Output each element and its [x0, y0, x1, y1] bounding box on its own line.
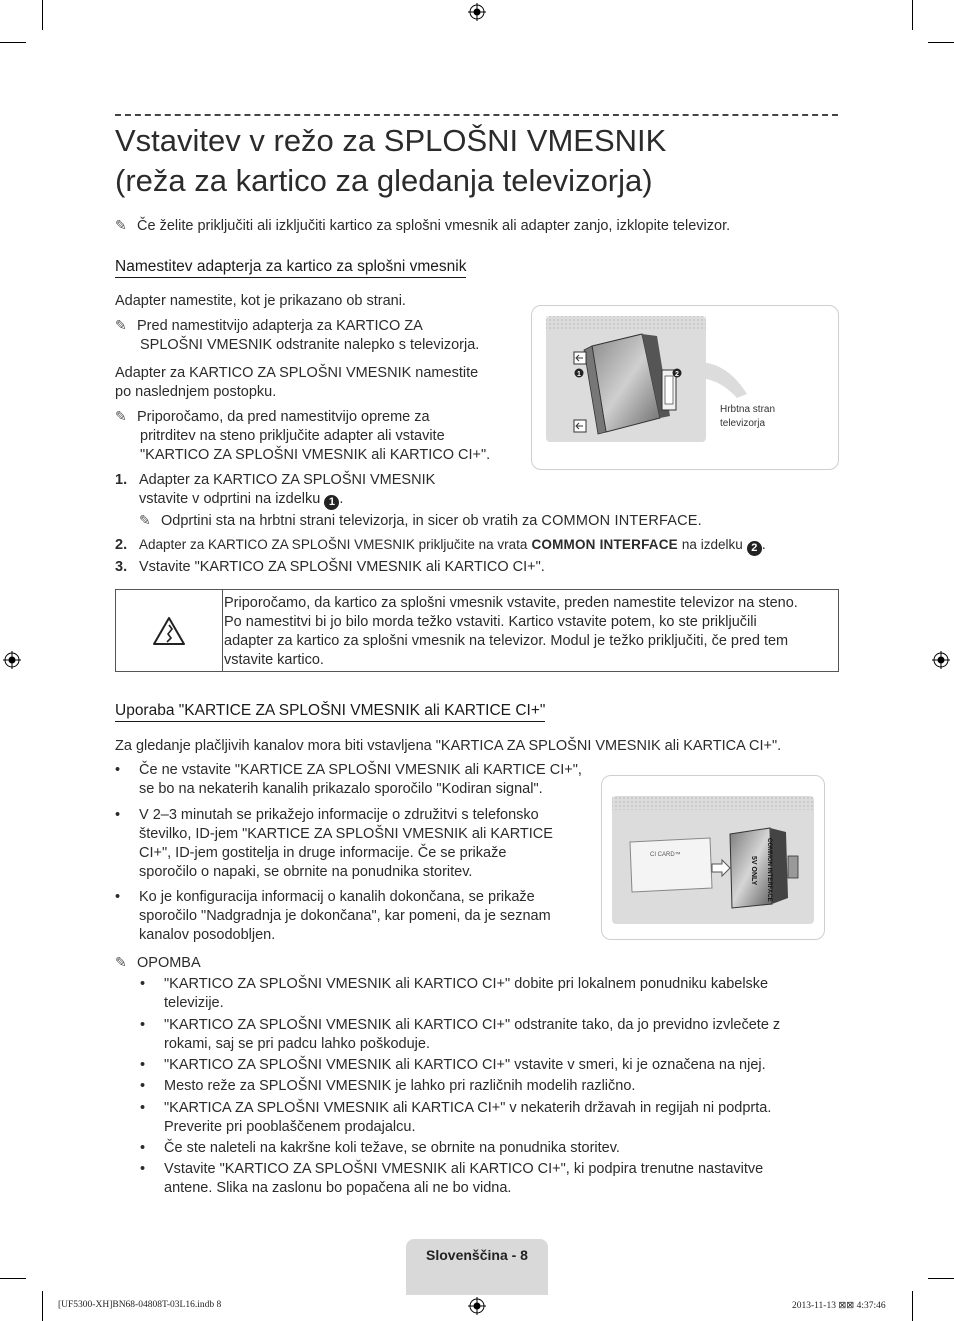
bullet-icon: •: [115, 807, 121, 823]
step-2-post: na izdelku: [681, 537, 743, 552]
title-rule: [115, 114, 838, 116]
n5-line-a: "KARTICA ZA SPLOŠNI VMESNIK ali KARTICA CI+" v nekaterih državah in regijah ni podprta.: [164, 1100, 772, 1116]
common-interface-label: COMMON INTERFACE: [531, 537, 678, 552]
note-title: [115, 953, 201, 973]
b2-line-b: številko, ID-jem "KARTICE ZA SPLOŠNI VMESNIK ali KARTICE: [139, 826, 553, 842]
warning-line-1: Priporočamo, da kartico za splošni vmesnik vstavite, preden namestite televizor na steno.: [224, 595, 798, 611]
crop-mark: [928, 1278, 954, 1279]
marker-1-icon: 1: [324, 495, 339, 510]
bullet-icon: •: [140, 1057, 146, 1073]
marker-2-icon: 2: [747, 541, 762, 556]
step-1-line-a: Adapter za KARTICO ZA SPLOŠNI VMESNIK: [139, 472, 436, 488]
list-item: [140, 1099, 840, 1137]
step-3-number: 3.: [115, 559, 128, 575]
crop-mark: [912, 1291, 913, 1321]
bullet-icon: •: [140, 976, 146, 992]
p2-line-b: po naslednjem postopku.: [115, 384, 277, 400]
list-item: [115, 806, 595, 882]
step-1-number: 1.: [115, 472, 128, 488]
svg-text:2: 2: [675, 371, 679, 378]
intro-note: [115, 216, 845, 236]
bullet-icon: •: [140, 1078, 146, 1094]
list-item: [115, 888, 595, 945]
warning-text: [224, 594, 834, 670]
n5-line-b: Preverite pri pooblaščenem prodajalcu.: [164, 1119, 416, 1135]
ci-card-label: CI CARD™: [650, 852, 681, 858]
n7-line-b: antene. Slika na zaslonu bo popačena ali ne bo vidna.: [164, 1180, 512, 1196]
registration-mark-icon: [468, 3, 486, 21]
section1-note1: [115, 316, 515, 355]
list-item: [140, 1056, 840, 1075]
bullet-icon: •: [140, 1017, 146, 1033]
bullet-icon: •: [140, 1161, 146, 1177]
pencil-icon: ✎: [115, 317, 127, 333]
list-item: [140, 1077, 840, 1096]
ci-card-figure: [601, 775, 825, 940]
page-number-tab: [406, 1239, 548, 1295]
warning-line-3: adapter za kartico za splošni vmesnik na televizor. Modul je težko priključiti, če pred tem: [224, 633, 789, 649]
print-file-info: [UF5300-XH]BN68-04808T-03L16.indb 8: [58, 1300, 222, 1310]
crop-mark: [0, 42, 26, 43]
n6-text: Če ste naleteli na kakršne koli težave, se obrnite na ponudnika storitev.: [164, 1140, 620, 1156]
page-title: [115, 121, 666, 201]
section2-intro: Za gledanje plačljivih kanalov mora biti vstavljena "KARTICA ZA SPLOŠNI VMESNIK ali KARTICA CI+".: [115, 738, 782, 754]
step-2: 2. Adapter za KARTICO ZA SPLOŠNI VMESNIK priključite na vrata COMMON INTERFACE na izdelku 2 .: [115, 537, 766, 554]
page-title-line2: (reža za kartico za gledanja televizorja): [115, 163, 653, 198]
adapter-figure: [531, 305, 839, 470]
svg-text:1: 1: [577, 371, 581, 378]
registration-mark-icon: [3, 651, 21, 669]
step-3: [115, 558, 855, 577]
step-2-text: Adapter za KARTICO ZA SPLOŠNI VMESNIK priključite na vrata: [139, 537, 528, 552]
bullet-icon: •: [140, 1100, 146, 1116]
adapter-illustration: [532, 306, 838, 469]
step-2-number: 2.: [115, 537, 128, 553]
five-volt-label: 5V ONLY: [750, 856, 757, 886]
step-1: 1. Adapter za KARTICO ZA SPLOŠNI VMESNIK vstavite v odprtini na izdelku 1 .: [115, 472, 436, 508]
pencil-icon: ✎: [115, 217, 127, 233]
list-item: [140, 1016, 840, 1054]
bullet-icon: •: [115, 762, 121, 778]
page-label: Slovenščina - 8: [426, 1247, 528, 1263]
section2-heading: Uporaba "KARTICE ZA SPLOŠNI VMESNIK ali KARTICE CI+": [115, 702, 545, 722]
list-item: [140, 1139, 840, 1158]
warning-icon-cell: [116, 590, 223, 671]
registration-mark-icon: [468, 1297, 486, 1315]
b2-line-c: CI+", ID-jem gostitelja in druge informacije. Če se prikaže: [139, 845, 507, 861]
pencil-icon: ✎: [115, 954, 127, 970]
bullet-icon: •: [140, 1140, 146, 1156]
note1-line-a: Pred namestitvijo adapterja za KARTICO ZA: [137, 318, 423, 334]
note2-line-a: Priporočamo, da pred namestitvijo opreme za: [137, 409, 430, 425]
b1-line-a: Če ne vstavite "KARTICE ZA SPLOŠNI VMESNIK ali KARTICE CI+",: [139, 762, 582, 778]
list-item: [115, 761, 595, 799]
section1-heading: Namestitev adapterja za kartico za splošni vmesnik: [115, 258, 466, 278]
crop-mark: [42, 0, 43, 30]
intro-note-text: Če želite priključiti ali izključiti kartico za splošni vmesnik ali adapter zanjo, izklopite televizor.: [137, 218, 731, 234]
section1-note2: [115, 407, 525, 465]
list-item: [140, 975, 840, 1013]
n7-line-a: Vstavite "KARTICO ZA SPLOŠNI VMESNIK ali KARTICO CI+", ki podpira trenutne nastavitve: [164, 1161, 764, 1177]
ci-card-illustration: [602, 776, 824, 939]
n1-line-a: "KARTICO ZA SPLOŠNI VMESNIK ali KARTICO CI+" dobite pri lokalnem ponudniku kabelske: [164, 976, 769, 992]
n2-line-a: "KARTICO ZA SPLOŠNI VMESNIK ali KARTICO CI+" odstranite tako, da jo previdno izvlečete z: [164, 1017, 781, 1033]
page-title-line1: Vstavitev v režo za SPLOŠNI VMESNIK: [115, 123, 667, 158]
step-1-note-text: Odprtini sta na hrbtni strani televizorja, in sicer ob vratih za: [161, 513, 538, 529]
figure-label-line-a: Hrbtna stran: [720, 404, 776, 415]
note2-line-b: pritrditev na steno priključite adapter ali vstavite: [140, 428, 445, 444]
common-interface-label: COMMON INTERFACE: [541, 513, 698, 529]
crop-mark: [928, 42, 954, 43]
pencil-icon: ✎: [115, 408, 127, 424]
pencil-icon: ✎: [139, 512, 151, 528]
step-1-line-b: vstavite v odprtini na izdelku: [139, 491, 321, 507]
warning-box: [115, 589, 839, 672]
b2-line-d: sporočilo o napaki, se obrnite na ponudnika storitev.: [139, 864, 473, 880]
warning-line-2: Po namestitvi bi jo bilo morda težko vstaviti. Kartico vstavite potem, ko ste priključili: [224, 614, 757, 630]
n4-text: Mesto reže za SPLOŠNI VMESNIK je lahko pri različnih modelih različno.: [164, 1078, 636, 1094]
section1-p1: Adapter namestite, kot je prikazano ob strani.: [115, 293, 406, 309]
b3-line-b: sporočilo "Nadgradnja je dokončana", kar pomeni, da je seznam: [139, 908, 551, 924]
step-3-text: Vstavite "KARTICO ZA SPLOŠNI VMESNIK ali KARTICO CI+".: [139, 559, 545, 575]
warning-triangle-icon: [152, 616, 186, 646]
warning-line-4: vstavite kartico.: [224, 652, 324, 668]
n1-line-b: televizije.: [164, 995, 224, 1011]
figure-label-line-b: televizorja: [720, 418, 766, 429]
note2-line-c: "KARTICO ZA SPLOŠNI VMESNIK ali KARTICO CI+".: [140, 447, 491, 463]
common-interface-module-label: COMMON INTERFACE: [766, 838, 772, 902]
registration-mark-icon: [932, 651, 950, 669]
note1-line-b: SPLOŠNI VMESNIK odstranite nalepko s televizorja.: [140, 337, 480, 353]
crop-mark: [0, 1278, 26, 1279]
note-title-text: OPOMBA: [137, 955, 201, 971]
p2-line-a: Adapter za KARTICO ZA SPLOŠNI VMESNIK namestite: [115, 365, 479, 381]
print-date-info: 2013-11-13 ⊠⊠ 4:37:46: [792, 1301, 886, 1311]
b1-line-b: se bo na nekaterih kanalih prikazalo sporočilo "Kodiran signal".: [139, 781, 543, 797]
bullet-icon: •: [115, 889, 121, 905]
section1-p2: [115, 364, 515, 402]
b3-line-a: Ko je konfiguracija informacij o kanalih dokončana, se prikaže: [139, 889, 535, 905]
n3-text: "KARTICO ZA SPLOŠNI VMESNIK ali KARTICO CI+" vstavite v smeri, ki je označena na njej.: [164, 1057, 766, 1073]
step-1-note: ✎ Odprtini sta na hrbtni strani televizorja, in sicer ob vratih za COMMON INTERFACE.: [139, 512, 702, 529]
n2-line-b: rokami, saj se pri padcu lahko poškoduje.: [164, 1036, 430, 1052]
b2-line-a: V 2–3 minutah se prikažejo informacije o združitvi s telefonsko: [139, 807, 539, 823]
b3-line-c: kanalov posodobljen.: [139, 927, 276, 943]
crop-mark: [912, 0, 913, 30]
list-item: [140, 1160, 840, 1198]
crop-mark: [42, 1291, 43, 1321]
